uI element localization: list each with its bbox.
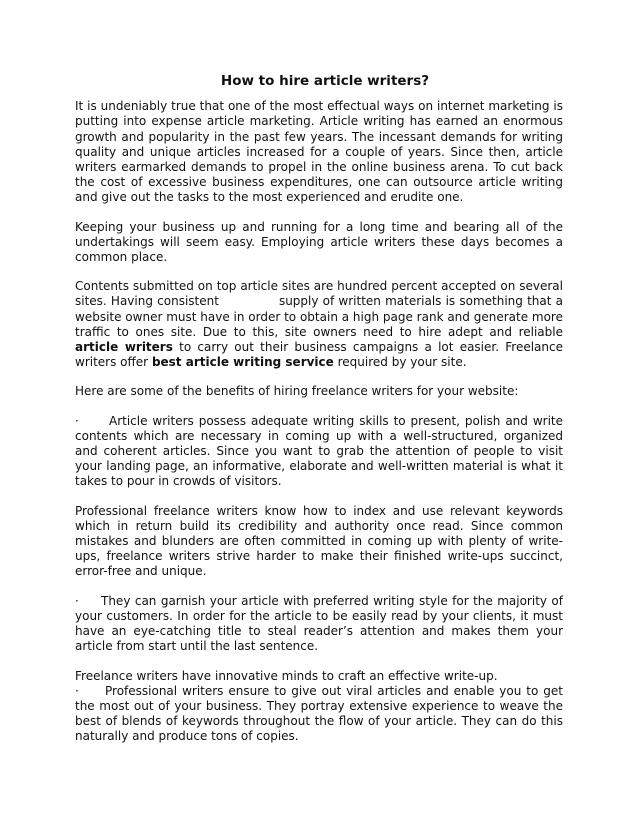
paragraph-intro: It is undeniably true that one of the most effectual ways on internet marketing is putting into expense article marketing. Article writing has earned an enormous growth and popularity in the past few years. The incessant demands for writing quality and unique articles increased for a couple of years. Since then, article writers earmarked demands to propel in the online business arena. To cut back the cost of excessive business expenditures, one can outsource article writing and give out the tasks to the most experienced and erudite one.	[75, 99, 563, 205]
bullet-item-viral-articles	[75, 684, 563, 745]
bullet-icon: ·	[75, 593, 79, 608]
paragraph-innovative-minds: Freelance writers have innovative minds to craft an effective write-up.	[75, 668, 498, 683]
paragraph-text: to carry out their business campaigns a lot easier. Freelance writers offer	[75, 340, 563, 370]
paragraph-keeping-business: Keeping your business up and running for a long time and bearing all of the undertakings will seem easy. Employing article writers these days becomes a common place.	[75, 219, 563, 265]
paragraph-benefits-intro: Here are some of the benefits of hiring freelance writers for your website:	[75, 384, 519, 399]
paragraph-text: supply of written materials is something that a website owner must have in order to obtain a high page rank and generate more traffic to ones site. Due to this, site owners need to hire adept and reliable	[75, 294, 563, 339]
bold-best-article-writing-service: best article writing service	[151, 355, 334, 370]
document-title: How to hire article writers?	[220, 73, 430, 89]
document-page	[75, 74, 563, 759]
bullet-text: They can garnish your article with preferred writing style for the majority of your customers. In order for the article to be easily read by your clients, it must have an eye-catching title to steal reader’s attention and makes them your article from start until the last sentence.	[75, 593, 563, 654]
bullet-icon: ·	[75, 683, 79, 698]
paragraph-text: Contents submitted on top article sites are hundred percent accepted on several sites. Having consistent	[75, 279, 563, 309]
paragraph-contents-submitted	[75, 279, 563, 370]
bullet-text: Professional writers ensure to give out viral articles and enable you to get the most out of your business. They portray extensive experience to weave the best of blends of keywords throughout the flow of your article. They can do this naturally and produce tons of copies.	[75, 683, 563, 744]
bullet-text: Article writers possess adequate writing skills to present, polish and write contents which are necessary in coming up with a well-structured, organized and coherent articles. Since you want to grab the attention of people to visit your landing page, an informative, elaborate and well-written material is what it takes to pour in crowds of visitors.	[75, 413, 563, 489]
paragraph-keywords: Professional freelance writers know how to index and use relevant keywords which in return build its credibility and authority once read. Since common mistakes and blunders are often committed in coming up with plenty of write-ups, freelance writers strive harder to make their finished write-ups succinct, error-free and unique.	[75, 503, 563, 579]
bullet-item-writing-skills	[75, 414, 563, 490]
bullet-icon: ·	[75, 413, 79, 428]
bullet-item-writing-style	[75, 594, 563, 655]
bold-article-writers: article writers	[75, 340, 173, 355]
paragraph-text: required by your site.	[337, 355, 467, 370]
